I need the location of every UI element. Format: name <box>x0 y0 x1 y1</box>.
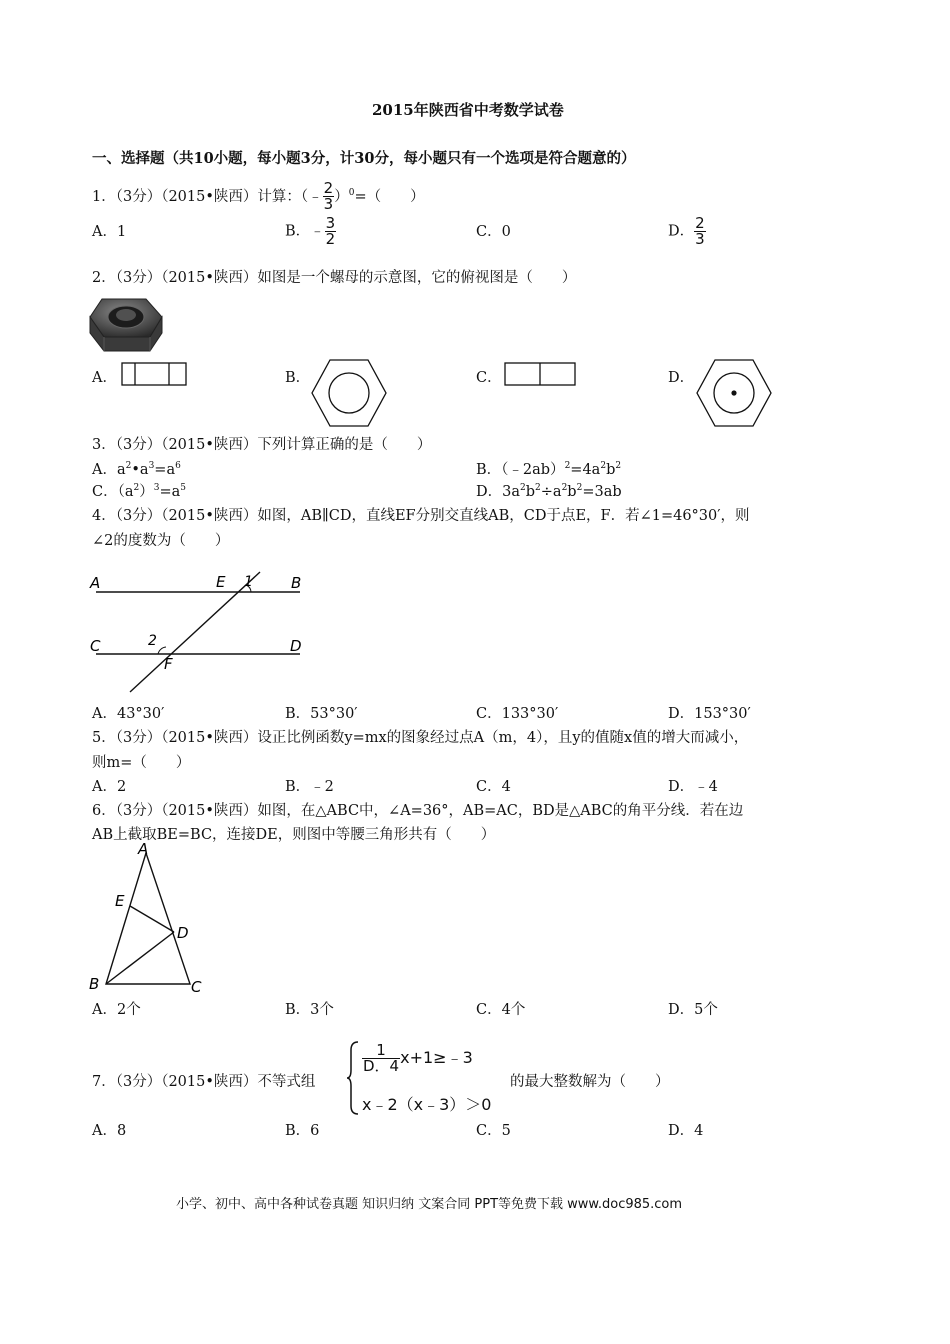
q4-option-d: D．153°30′ <box>668 706 751 722</box>
q2-stem: 2．（3分）（2015•陕西）如图是一个螺母的示意图，它的俯视图是（ ） <box>92 270 577 286</box>
q7-option-c: C．5 <box>476 1123 511 1139</box>
section-heading: 一、选择题（共10小题，每小题3分，计30分，每小题只有一个选项是符合题意的） <box>92 150 636 167</box>
label-D: D <box>177 924 189 942</box>
label-B: B <box>89 975 100 993</box>
page-title: 2015年陕西省中考数学试卷 <box>372 101 564 119</box>
q5-stem-line1: 5．（3分）（2015•陕西）设正比例函数y=mx的图象经过点A（m，4），且y的值随x值的增大而减小， <box>92 730 749 746</box>
q2-option-c: C． <box>476 370 502 386</box>
q5-stem-line2: 则m=（ ） <box>92 755 191 771</box>
q7-option-d: D．4 <box>668 1123 704 1139</box>
q7-inequality-2: x﹣2（x﹣3）＞0 <box>362 1095 492 1114</box>
q5-option-c: C．4 <box>476 779 511 795</box>
q7-stem-a: 7．（3分）（2015•陕西）不等式组 <box>92 1074 316 1090</box>
q4-stem-line2: ∠2的度数为（ ） <box>92 533 230 549</box>
q4-option-c: C．133°30′ <box>476 706 559 722</box>
label-B: B <box>291 574 302 592</box>
footer-ad[interactable]: 小学、初中、高中各种试卷真题 知识归纳 文案合同 PPT等免费下载 www.doc985.com <box>176 1197 683 1212</box>
q1-option-b: B．﹣ $\frac{3}{2}$ <box>285 214 336 248</box>
q5-option-b: B．﹣2 <box>285 779 334 795</box>
q2-figure-a <box>121 362 188 386</box>
q1-exponent: 0 <box>348 188 355 198</box>
q7-stem-b: 的最大整数解为（ ） <box>510 1074 670 1090</box>
q5-option-a: A．2 <box>92 779 127 795</box>
q3-option-a: A．$a^2•a^3=a^6$ <box>92 461 181 478</box>
label-C: C <box>90 637 101 655</box>
q4-figure <box>88 566 312 696</box>
q6-stem-line1: 6．（3分）（2015•陕西）如图，在△ABC中，∠A=36°，AB=AC，BD是△ABC的角平分线．若在边 <box>92 803 744 819</box>
label-E: E <box>115 892 125 910</box>
label-D: D <box>290 637 302 655</box>
q4-option-a: A．43°30′ <box>92 706 165 722</box>
q3-stem: 3．（3分）（2015•陕西）下列计算正确的是（ ） <box>92 437 432 453</box>
label-A: A <box>138 840 149 858</box>
label-F: F <box>164 655 173 673</box>
q1-stem-b: ） <box>334 188 349 205</box>
q1-stem-c: =（ ） <box>354 188 425 205</box>
q7-inequality-1: $\frac{1}{D.4}$ x+1≥﹣3 <box>363 1041 473 1075</box>
q6-option-d: D．5个 <box>668 1002 718 1018</box>
q1-option-c: C．0 <box>476 224 511 240</box>
q4-stem-line1: 4．（3分）（2015•陕西）如图，AB∥CD，直线EF分别交直线AB，CD于点E，F．若∠1=46°30′，则 <box>92 508 750 524</box>
q2-option-d: D． <box>668 370 695 386</box>
question-1 <box>92 176 425 214</box>
nut-image <box>88 295 164 353</box>
q3-option-c: C．$(a^2)^3=a^5$ <box>92 483 186 500</box>
q1-fraction: $\frac{2}{3}$ <box>323 179 334 214</box>
q6-stem-line2: AB上截取BE=BC，连接DE，则图中等腰三角形共有（ ） <box>92 827 496 843</box>
q4-option-b: B．53°30′ <box>285 706 358 722</box>
q1-option-d: D． $\frac{2}{3}$ <box>668 214 705 248</box>
q3-option-b: B．$(﹣2ab)^2=4a^2b^2$ <box>476 461 622 478</box>
q6-figure <box>86 840 210 996</box>
label-E: E <box>216 573 226 591</box>
q2-figure-b <box>311 358 387 428</box>
q2-option-a: A． <box>92 370 117 386</box>
q2-figure-d <box>696 358 772 428</box>
q5-option-d: D．﹣4 <box>668 779 718 795</box>
label-A: A <box>90 574 101 592</box>
q6-option-b: B．3个 <box>285 1002 334 1018</box>
label-angle-2: 2 <box>148 633 157 649</box>
label-C: C <box>191 978 202 996</box>
q7-option-a: A．8 <box>92 1123 127 1139</box>
q1-stem-a: 1．（3分）（2015•陕西）计算：（﹣ <box>92 188 323 205</box>
q7-brace <box>346 1040 360 1116</box>
label-angle-1: 1 <box>244 574 253 590</box>
q7-option-b: B．6 <box>285 1123 320 1139</box>
q6-option-a: A．2个 <box>92 1002 141 1018</box>
q1-option-a: A．1 <box>92 224 127 240</box>
q3-option-d: D．$3a^2b^2\div a^2b^2=3ab$ <box>476 483 622 500</box>
q6-option-c: C．4个 <box>476 1002 526 1018</box>
q2-option-b: B． <box>285 370 311 386</box>
q2-figure-c <box>504 362 577 386</box>
